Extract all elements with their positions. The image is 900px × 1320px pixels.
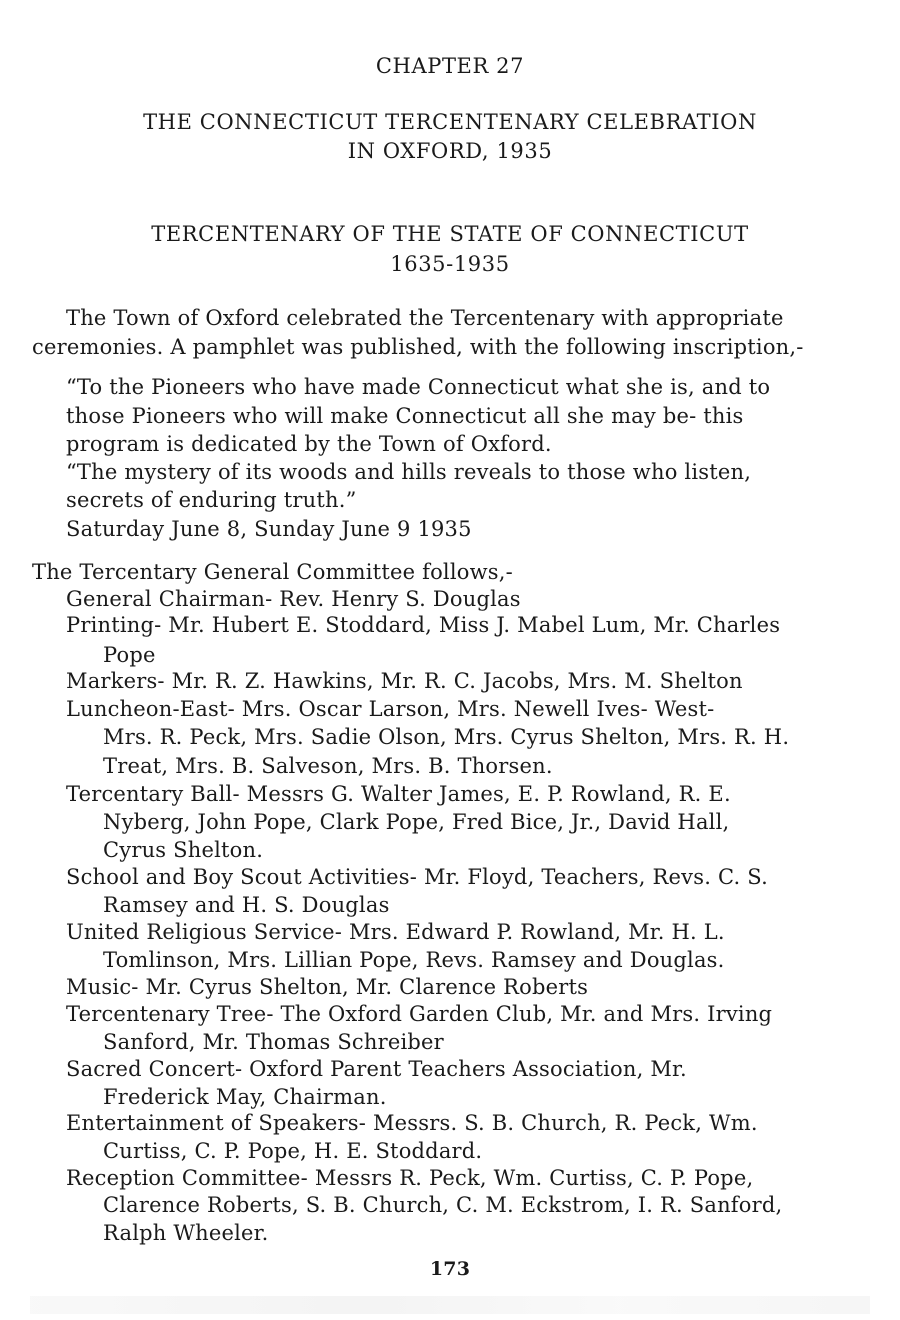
intro-line-1: The Town of Oxford celebrated the Tercentenary with appropriate — [66, 306, 784, 330]
inscription-date: Saturday June 8, Sunday June 9 1935 — [66, 517, 472, 541]
committee-line: General Chairman- Rev. Henry S. Douglas — [66, 587, 521, 611]
inscription-line-4: “The mystery of its woods and hills reveals to those who listen, — [66, 460, 752, 484]
inscription-line-5: secrets of enduring truth.” — [66, 488, 357, 512]
scan-smudge — [30, 1296, 870, 1314]
committee-line: Ralph Wheeler. — [103, 1221, 269, 1245]
committee-line: Reception Committee- Messrs R. Peck, Wm. Curtiss, C. P. Pope, — [66, 1166, 754, 1190]
inscription-line-2: those Pioneers who will make Connecticut all she may be- this — [66, 404, 744, 428]
committee-line: Mrs. R. Peck, Mrs. Sadie Olson, Mrs. Cyrus Shelton, Mrs. R. H. — [103, 725, 790, 749]
page-number: 173 — [429, 1258, 471, 1280]
committee-line: School and Boy Scout Activities- Mr. Floyd, Teachers, Revs. C. S. — [66, 865, 768, 889]
committee-line: Sacred Concert- Oxford Parent Teachers Association, Mr. — [66, 1057, 687, 1081]
committee-line: Ramsey and H. S. Douglas — [103, 893, 390, 917]
committee-line: Luncheon-East- Mrs. Oscar Larson, Mrs. Newell Ives- West- — [66, 697, 715, 721]
committee-intro: The Tercentary General Committee follows,- — [32, 560, 513, 584]
committee-line: Pope — [103, 643, 156, 667]
committee-line: Music- Mr. Cyrus Shelton, Mr. Clarence Roberts — [66, 975, 589, 999]
committee-line: Frederick May, Chairman. — [103, 1085, 387, 1109]
committee-line: Nyberg, John Pope, Clark Pope, Fred Bice, Jr., David Hall, — [103, 810, 730, 834]
committee-line: Entertainment of Speakers- Messrs. S. B. Church, R. Peck, Wm. — [66, 1111, 758, 1135]
committee-line: Sanford, Mr. Thomas Schreiber — [103, 1030, 444, 1054]
section-title-line-2: 1635-1935 — [390, 252, 510, 276]
intro-line-2: ceremonies. A pamphlet was published, with the following inscription,- — [32, 335, 804, 359]
committee-line: Tercentary Ball- Messrs G. Walter James, E. P. Rowland, R. E. — [66, 782, 731, 806]
section-title-line-1: TERCENTENARY OF THE STATE OF CONNECTICUT — [151, 222, 749, 246]
committee-line: Tercentenary Tree- The Oxford Garden Club, Mr. and Mrs. Irving — [66, 1002, 773, 1026]
committee-line: Tomlinson, Mrs. Lillian Pope, Revs. Ramsey and Douglas. — [103, 948, 725, 972]
committee-line: Printing- Mr. Hubert E. Stoddard, Miss J. Mabel Lum, Mr. Charles — [66, 613, 781, 637]
chapter-title-line-1: THE CONNECTICUT TERCENTENARY CELEBRATION — [143, 110, 757, 134]
committee-line: United Religious Service- Mrs. Edward P. Rowland, Mr. H. L. — [66, 920, 725, 944]
inscription-line-3: program is dedicated by the Town of Oxford. — [66, 432, 552, 456]
committee-line: Clarence Roberts, S. B. Church, C. M. Eckstrom, I. R. Sanford, — [103, 1193, 783, 1217]
committee-line: Curtiss, C. P. Pope, H. E. Stoddard. — [103, 1139, 483, 1163]
inscription-line-1: “To the Pioneers who have made Connecticut what she is, and to — [66, 375, 771, 399]
committee-line: Cyrus Shelton. — [103, 838, 264, 862]
chapter-heading: CHAPTER 27 — [375, 54, 525, 78]
chapter-title-line-2: IN OXFORD, 1935 — [347, 139, 553, 163]
committee-line: Treat, Mrs. B. Salveson, Mrs. B. Thorsen. — [103, 754, 553, 778]
committee-line: Markers- Mr. R. Z. Hawkins, Mr. R. C. Jacobs, Mrs. M. Shelton — [66, 669, 743, 693]
